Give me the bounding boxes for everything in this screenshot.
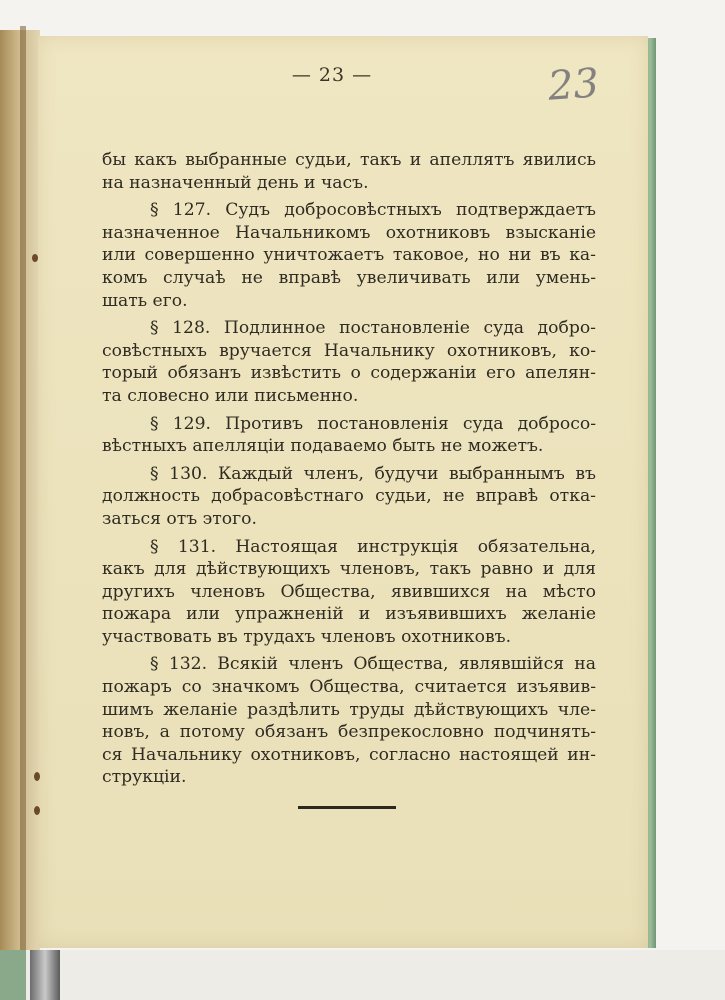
text-line: § 129. Противъ постановленія суда добросо- [150, 413, 596, 434]
paragraph-128 [102, 317, 596, 407]
handwritten-page-mark: 23 [546, 60, 601, 110]
text-line: § 128. Подлинное постановленіе суда добро- [150, 318, 596, 339]
text-line: § 131. Настоящая инструкція обязательна, [150, 536, 596, 557]
text-line: должность добрасовѣстнаго судьи, не вправѣ отка- [102, 486, 596, 507]
text-line: другихъ членовъ Общества, явившихся на мѣсто [102, 581, 596, 602]
bottom-green-cover [0, 950, 26, 1000]
bottom-margin [0, 950, 725, 1000]
text-line: § 130. Каждый членъ, будучи выбраннымъ въ [150, 463, 596, 484]
text-line: пожаръ со значкомъ Общества, считается изъявив- [102, 677, 596, 698]
text-line: шимъ желаніе раздѣлить труды дѣйствующихъ чле- [102, 699, 596, 720]
text-line: какъ для дѣйствующихъ членовъ, такъ равно и для [102, 559, 596, 580]
binding-speck [34, 806, 40, 815]
text-line: ся Начальнику охотниковъ, согласно настоящей ин- [102, 744, 596, 765]
page-number: — 23 — [291, 64, 373, 86]
text-line: § 132. Всякій членъ Общества, являвшійся на [150, 654, 596, 675]
binding-speck [34, 772, 40, 781]
text-line: комъ случаѣ не вправѣ увеличивать или умень- [102, 267, 596, 288]
end-rule [298, 806, 396, 809]
paragraph-132 [102, 653, 596, 789]
paragraph-127 [102, 199, 596, 312]
text-line: совѣстныхъ вручается Начальнику охотниковъ, ко- [102, 340, 596, 361]
text-line: на назначенный день и часъ. [102, 172, 369, 193]
text-line: пожара или упражненій и изъявившихъ желаніе [102, 604, 596, 625]
text-line: новъ, а потому обязанъ безпрекословно подчинять- [102, 722, 596, 743]
paragraph-130 [102, 463, 596, 531]
binding-shadow [20, 26, 26, 956]
text-line: вѣстныхъ апелляціи подаваемо быть не можетъ. [102, 436, 544, 457]
text-line: бы какъ выбранные судьи, такъ и апеллятъ явились [102, 150, 596, 170]
binding-speck [32, 254, 38, 262]
text-line: назначенное Начальникомъ охотниковъ взысканіе [102, 222, 596, 243]
paragraph-131 [102, 536, 596, 649]
page-text [102, 149, 596, 789]
text-line: или совершенно уничтожаетъ таковое, но ни въ ка- [102, 245, 596, 266]
text-line: шать его. [102, 290, 188, 311]
text-line: струкціи. [102, 767, 187, 788]
text-line: заться отъ этого. [102, 508, 257, 529]
text-line: та словесно или письменно. [102, 385, 359, 406]
bottom-metal-clip [30, 950, 60, 1000]
paragraph-129 [102, 413, 596, 458]
text-line: участвовать въ трудахъ членовъ охотниковъ. [102, 626, 512, 647]
paragraph [102, 149, 596, 194]
text-line: торый обязанъ извѣстить о содержаніи его апелян- [102, 363, 596, 384]
text-line: § 127. Судъ добросовѣстныхъ подтверждаетъ [150, 200, 596, 221]
